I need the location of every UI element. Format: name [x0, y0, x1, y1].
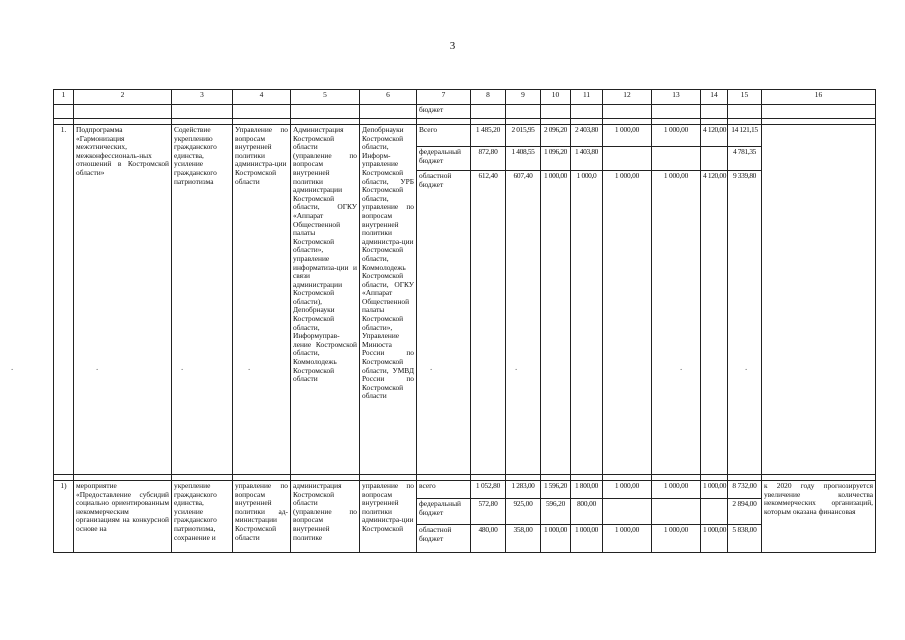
- funding-source: федеральный бюджет: [417, 147, 471, 171]
- scan-dot: .: [11, 362, 14, 372]
- value-cell: 480,00: [471, 525, 506, 553]
- funding-source: областной бюджет: [417, 525, 471, 553]
- funding-source: всего: [417, 481, 471, 499]
- value-cell: 1 000,00: [652, 481, 701, 499]
- col-number: 12: [603, 90, 652, 105]
- col-number: 4: [233, 90, 291, 105]
- program-manager: Управление по вопросам внутренней политики администра-ции Костромской области: [233, 125, 291, 475]
- column-number-row: [54, 90, 876, 105]
- value-cell: 2 894,00: [728, 499, 762, 525]
- funding-source: федеральный бюджет: [417, 499, 471, 525]
- value-cell: 1 000,00: [701, 525, 728, 553]
- value-cell: [701, 499, 728, 525]
- scan-dot: .: [680, 362, 683, 372]
- scan-dot: .: [96, 362, 99, 372]
- value-cell: 1 000,00: [652, 125, 701, 147]
- col-number: 10: [541, 90, 571, 105]
- value-cell: 1 283,00: [506, 481, 541, 499]
- program-executor: Администрация Костромской области (управление по вопросам внутренней политики администрации Костромской области, ОГКУ «Аппарат Общественной палаты Костромской области», управление информатиза-ции и связи администрации Костромской области), Депобрнауки Костромской области, Информуправ-ление Костромской области, Коммолодежь Костромской области: [291, 125, 360, 475]
- value-cell: 1 000,00: [603, 481, 652, 499]
- value-cell: 2 015,95: [506, 125, 541, 147]
- table-row: [54, 481, 876, 499]
- value-cell: 4 120,00: [701, 171, 728, 475]
- value-cell: 1 596,20: [541, 481, 571, 499]
- page-number: 3: [449, 40, 456, 52]
- measure-participants: управление по вопросам внутренней политики администра-ции Костромской: [360, 481, 417, 553]
- value-cell: 1 000,00: [652, 171, 701, 475]
- value-cell: 1 403,80: [571, 147, 603, 171]
- value-cell: 1 000,00: [603, 171, 652, 475]
- scan-dot: .: [248, 362, 251, 372]
- value-cell: 1 000,00: [652, 525, 701, 553]
- col-number: 6: [360, 90, 417, 105]
- col-number: 5: [291, 90, 360, 105]
- value-cell: 4 781,35: [728, 147, 762, 171]
- continuation-row: [54, 105, 876, 119]
- value-cell: 1 485,20: [471, 125, 506, 147]
- value-cell: 925,00: [506, 499, 541, 525]
- value-cell: [603, 147, 652, 171]
- value-cell: 1 000,00: [571, 525, 603, 553]
- col-number: 3: [172, 90, 233, 105]
- value-cell: 1 000,0: [571, 171, 603, 475]
- value-cell: [652, 499, 701, 525]
- row-number: 1.: [54, 125, 74, 475]
- col-number: 11: [571, 90, 603, 105]
- table-row: [54, 125, 876, 147]
- value-cell: 612,40: [471, 171, 506, 475]
- scan-dot: .: [745, 362, 748, 372]
- col-number: 14: [701, 90, 728, 105]
- value-cell: 2 096,20: [541, 125, 571, 147]
- value-cell: 607,40: [506, 171, 541, 475]
- col-number: 8: [471, 90, 506, 105]
- value-cell: 1 408,55: [506, 147, 541, 171]
- value-cell: 5 838,00: [728, 525, 762, 553]
- value-cell: [652, 147, 701, 171]
- value-cell: [701, 147, 728, 171]
- col-number: 16: [762, 90, 876, 105]
- value-cell: 4 120,00: [701, 125, 728, 147]
- value-cell: 872,80: [471, 147, 506, 171]
- value-cell: 1 052,80: [471, 481, 506, 499]
- continuation-source: бюджет: [417, 105, 471, 119]
- scan-dot: .: [430, 362, 433, 372]
- measure-name: мероприятие «Предоставление субсидий социально ориентированным некоммерческим организациям на конкурсной основе на: [74, 481, 172, 553]
- value-cell: 1 000,00: [541, 171, 571, 475]
- col-number: 1: [54, 90, 74, 105]
- col-number: 15: [728, 90, 762, 105]
- scan-dot: .: [181, 362, 184, 372]
- value-cell: 1 800,00: [571, 481, 603, 499]
- value-cell: [603, 499, 652, 525]
- funding-source: Всего: [417, 125, 471, 147]
- program-name: Подпрограмма «Гармонизация межэтнических, межконфессиональ-ных отношений в Костромской области»: [74, 125, 172, 475]
- value-cell: 596,20: [541, 499, 571, 525]
- value-cell: 14 121,15: [728, 125, 762, 147]
- program-participants: Депобрнауки Костромской области, Информ-управление Костромской области, УРБ Костромской области, управление по вопросам внутренней политики администра-ции Костромской области, Коммолодежь Костромской области, ОГКУ «Аппарат Общественной палаты Костромской области», Управление Минюста России по Костромской области, УМВД России по Костромской области: [360, 125, 417, 475]
- value-cell: 1 000,00: [603, 525, 652, 553]
- value-cell: 1 000,00: [603, 125, 652, 147]
- col-number: 13: [652, 90, 701, 105]
- row-number: 1): [54, 481, 74, 553]
- col-number: 7: [417, 90, 471, 105]
- value-cell: 2 403,80: [571, 125, 603, 147]
- value-cell: 800,00: [571, 499, 603, 525]
- measure-goal: укрепление гражданского единства, усиление гражданского патриотизма, сохранение и: [172, 481, 233, 553]
- value-cell: 358,00: [506, 525, 541, 553]
- expected-result: к 2020 году прогнозируется увеличение количества некоммерческих организаций, которым оказана финансовая: [762, 481, 876, 553]
- value-cell: 9 339,80: [728, 171, 762, 475]
- measure-executor: администрация Костромской области (управление по вопросам внутренней политике: [291, 481, 360, 553]
- col-number: 2: [74, 90, 172, 105]
- col-number: 9: [506, 90, 541, 105]
- value-cell: 1 096,20: [541, 147, 571, 171]
- value-cell: 8 732,00: [728, 481, 762, 499]
- funding-source: областной бюджет: [417, 171, 471, 475]
- program-goal: Содействие укреплению гражданского единства, усиление гражданского патриотизма: [172, 125, 233, 475]
- scan-dot: .: [515, 362, 518, 372]
- value-cell: 1 000,00: [701, 481, 728, 499]
- expected-result: [762, 125, 876, 475]
- measure-manager: управление по вопросам внутренней политики ад-министрации Костромской области: [233, 481, 291, 553]
- budget-table: [53, 89, 876, 553]
- value-cell: 572,80: [471, 499, 506, 525]
- value-cell: 1 000,00: [541, 525, 571, 553]
